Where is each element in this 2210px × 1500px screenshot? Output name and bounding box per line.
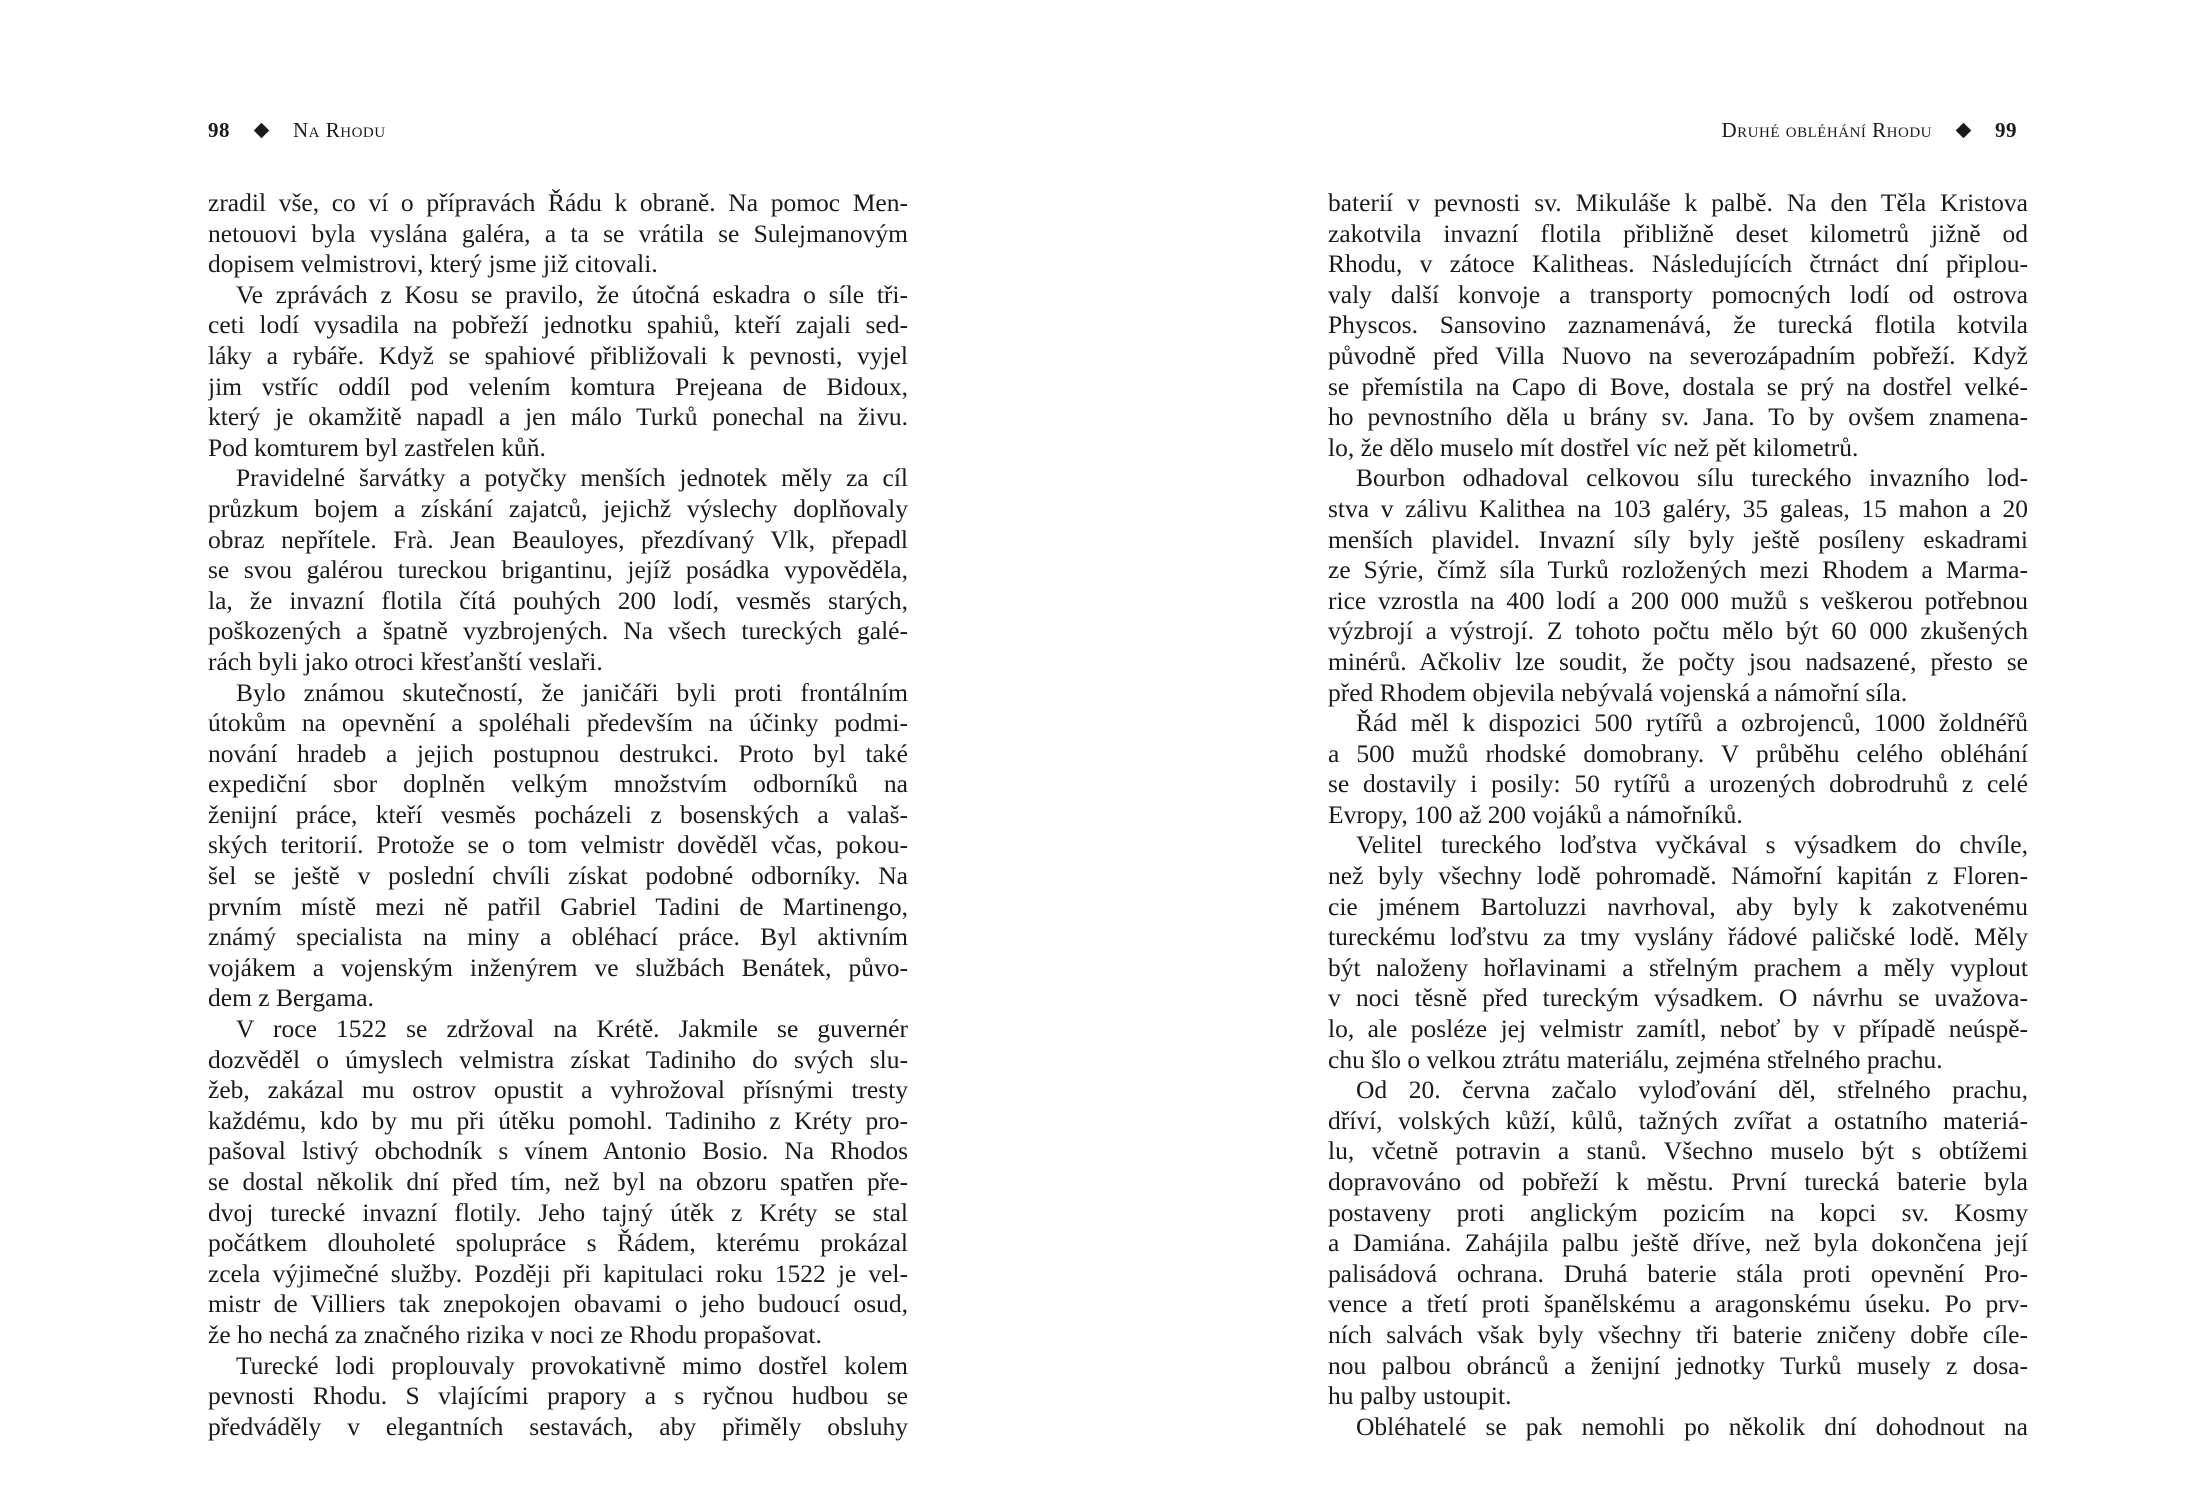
text-line: rách byli jako otroci křesťanští veslaři. [208,646,603,676]
text-line: Pod komturem byl zastřelen kůň. [208,432,546,462]
text-line: expediční sbor doplněn velkým množstvím odborníků na [208,769,908,799]
text-line: ních salvách však byly všechny tři baterie zničeny dobře cíle- [1328,1319,2028,1349]
text-line: se dostavily i posily: 50 rytířů a urozených dobrodruhů z celé [1328,769,2028,799]
text-line: průzkum bojem a získání zajatců, jejichž výslechy doplňovaly [208,493,908,523]
running-head-title: Na Rhodu [293,118,386,142]
text-line: ceti lodí vysadila na pobřeží jednotku spahiů, kteří zajali sed- [208,310,908,340]
text-line: pašoval lstivý obchodník s vínem Antonio Bosio. Na Rhodos [208,1136,908,1166]
text-line: Ve zprávách z Kosu se pravilo, že útočná eskadra o síle tři- [236,279,908,309]
text-line: Velitel tureckého loďstva vyčkával s výsadkem do chvíle, [1356,830,2028,860]
text-line: postaveny proti anglickým pozicím na kopci sv. Kosmy [1328,1197,2028,1227]
text-line: dvoj turecké invazní flotily. Jeho tajný útěk z Kréty se stal [208,1197,908,1227]
right-running-head [1722,118,2018,143]
text-line: lo, že dělo muselo mít dostřel víc než pět kilometrů. [1328,432,1859,462]
text-line: dříví, volských kůží, kůlů, tažných zvířat a ostatního materiá- [1328,1105,2028,1135]
text-line: výzbrojí a výstrojí. Z tohoto počtu mělo být 60 000 zkušených [1328,616,2028,646]
text-line: před Rhodem objevila nebývalá vojenská a námořní síla. [1328,677,1908,707]
text-line: dopisem velmistrovi, který jsme již citovali. [208,249,658,279]
text-line: lu, včetně potravin a stanů. Všechno muselo být s obtížemi [1328,1136,2028,1166]
text-line: Obléhatelé se pak nemohli po několik dní dohodnout na [1356,1411,2028,1441]
text-line: Rhodu, v zátoce Kalitheas. Následujících čtrnáct dní připlou- [1328,249,2028,279]
right-page [1105,0,2210,1500]
diamond-ornament-icon [254,123,270,139]
text-line: žeb, zakázal mu ostrov opustit a vyhrožoval přísnými tresty [208,1075,908,1105]
text-line: V roce 1522 se zdržoval na Krétě. Jakmile se guvernér [236,1014,908,1044]
text-line: Řád měl k dispozici 500 rytířů a ozbrojenců, 1000 žoldnéřů [1356,708,2028,738]
text-line: že ho nechá za značného rizika v noci ze Rhodu propašovat. [208,1319,822,1349]
text-line: prvním místě mezi ně patřil Gabriel Tadini de Martinengo, [208,891,908,921]
text-line: jim vstříc oddíl pod velením komtura Prejeana de Bidoux, [208,371,908,401]
text-line: obraz nepřítele. Frà. Jean Beauloyes, přezdívaný Vlk, přepadl [208,524,908,554]
text-line: šel se ještě v poslední chvíli získat podobné odborníky. Na [208,861,908,891]
text-line: netouovi byla vyslána galéra, a ta se vrátila se Sulejmanovým [208,218,908,248]
diamond-ornament-icon [1956,123,1972,139]
text-line: mistr de Villiers tak znepokojen obavami o jeho budoucí osud, [208,1289,908,1319]
text-line: známý specialista na miny a obléhací práce. Byl aktivním [208,922,908,952]
text-line: předváděly v elegantních sestavách, aby přiměly obsluhy [208,1411,908,1441]
text-line: tureckému loďstvu za tmy vyslány řádové paličské lodě. Měly [1328,922,2028,952]
text-line: se dostal několik dní před tím, než byl na obzoru spatřen pře- [208,1167,908,1196]
text-line: původně před Villa Nuovo na severozápadním pobřeží. Když [1328,340,2028,370]
left-body-text [208,188,908,1442]
text-line: v noci těsně před tureckým výsadkem. O návrhu se uvažova- [1328,983,2028,1013]
text-line: valy další konvoje a transporty pomocných lodí od ostrova [1328,279,2028,309]
text-line: a Damiána. Zahájila palbu ještě dříve, než byla dokončena její [1328,1228,2028,1258]
text-line: zcela výjimečné služby. Později při kapitulaci roku 1522 je vel- [208,1258,908,1288]
text-line: Evropy, 100 až 200 vojáků a námořníků. [1328,799,1743,829]
text-line: se svou galérou tureckou brigantinu, jejíž posádka vypověděla, [208,555,908,585]
text-line: Od 20. června začalo vyloďování děl, střelného prachu, [1356,1075,2028,1105]
page-number: 99 [1995,118,2017,142]
text-line: la, že invazní flotila čítá pouhých 200 lodí, vesměs starých, [208,585,908,615]
text-line: ho pevnostního děla u brány sv. Jana. To by ovšem znamena- [1328,402,2028,432]
left-running-head [208,118,386,143]
text-line: vence a třetí proti španělskému a aragonskému úseku. Po prv- [1328,1289,2028,1319]
text-line: vojákem a vojenským inženýrem ve službách Benátek, půvo- [208,952,908,982]
text-line: cie jménem Bartoluzzi navrhoval, aby byly k zakotvenému [1328,891,2028,921]
text-line: než byly všechny lodě pohromadě. Námořní kapitán z Floren- [1328,861,2028,891]
text-line: pevnosti Rhodu. S vlajícími prapory a s ryčnou hudbou se [208,1381,908,1411]
text-line: Turecké lodi proplouvaly provokativně mimo dostřel kolem [236,1350,908,1380]
text-line: Physcos. Sansovino zaznamenává, že turecká flotila kotvila [1328,310,2028,340]
text-line: každému, kdo by mu při útěku pomohl. Tadiniho z Kréty pro- [208,1105,908,1135]
page-number: 98 [208,118,230,142]
text-line: počátkem dlouholeté spolupráce s Řádem, kterému prokázal [208,1228,908,1258]
text-line: se přemístila na Capo di Bove, dostala se prý na dostřel velké- [1328,371,2028,401]
text-line: poškozených a špatně vyzbrojených. Na všech tureckých galé- [208,616,908,646]
text-line: a 500 mužů rhodské domobrany. V průběhu celého obléhání [1328,738,2028,768]
text-line: být naloženy hořlavinami a střelným prachem a měly vyplout [1328,952,2028,982]
text-line: Pravidelné šarvátky a potyčky menších jednotek měly za cíl [236,463,908,493]
text-line: zakotvila invazní flotila přibližně deset kilometrů jižně od [1328,218,2028,248]
text-line: rice vzrostla na 400 lodí a 200 000 mužů s veškerou potřebnou [1328,585,2028,615]
text-line: chu šlo o velkou ztrátu materiálu, zejména střelného prachu. [1328,1044,1943,1074]
text-line: lo, ale posléze jej velmistr zamítl, neboť by v případě neúspě- [1328,1014,2028,1044]
text-line: zradil vše, co ví o přípravách Řádu k obraně. Na pomoc Men- [208,188,908,217]
right-body-text [1328,188,2028,1442]
text-line: Bylo známou skutečností, že janičáři byli proti frontálním [236,677,908,707]
text-line: ženijní práce, kteří vesměs pocházeli z bosenských a valaš- [208,799,908,829]
text-line: baterií v pevnosti sv. Mikuláše k palbě. Na den Těla Kristova [1328,188,2028,217]
text-line: Bourbon odhadoval celkovou sílu tureckého invazního lod- [1356,463,2028,493]
text-line: hu palby ustoupit. [1328,1381,1512,1411]
text-line: nou palbou obránců a ženijní jednotky Turků musely z dosa- [1328,1350,2028,1380]
text-line: ze Sýrie, čímž síla Turků rozložených mezi Rhodem a Marma- [1328,555,2028,585]
text-line: ských teritorií. Protože se o tom velmistr dověděl včas, pokou- [208,830,908,860]
text-line: minérů. Ačkoliv lze soudit, že počty jsou nadsazené, přesto se [1328,646,2028,676]
text-line: dem z Bergama. [208,983,374,1013]
text-line: nování hradeb a jejich postupnou destrukci. Proto byl také [208,738,908,768]
text-line: láky a rybáře. Když se spahiové přibližovali k pevnosti, vyjel [208,340,908,370]
text-line: útokům na opevnění a spoléhali především na účinky podmi- [208,708,908,738]
text-line: dozvěděl o úmyslech velmistra získat Tadiniho do svých slu- [208,1044,908,1074]
text-line: stva v zálivu Kalithea na 103 galéry, 35 galeas, 15 mahon a 20 [1328,493,2028,523]
text-line: který je okamžitě napadl a jen málo Turků ponechal na živu. [208,402,908,432]
text-line: palisádová ochrana. Druhá baterie stála proti opevnění Pro- [1328,1258,2028,1288]
text-line: menších plavidel. Invazní síly byly ještě posíleny eskadrami [1328,524,2028,554]
running-head-title: Druhé obléhání Rhodu [1721,118,1932,142]
text-line: dopravováno od pobřeží k městu. První turecká baterie byla [1328,1167,2028,1196]
